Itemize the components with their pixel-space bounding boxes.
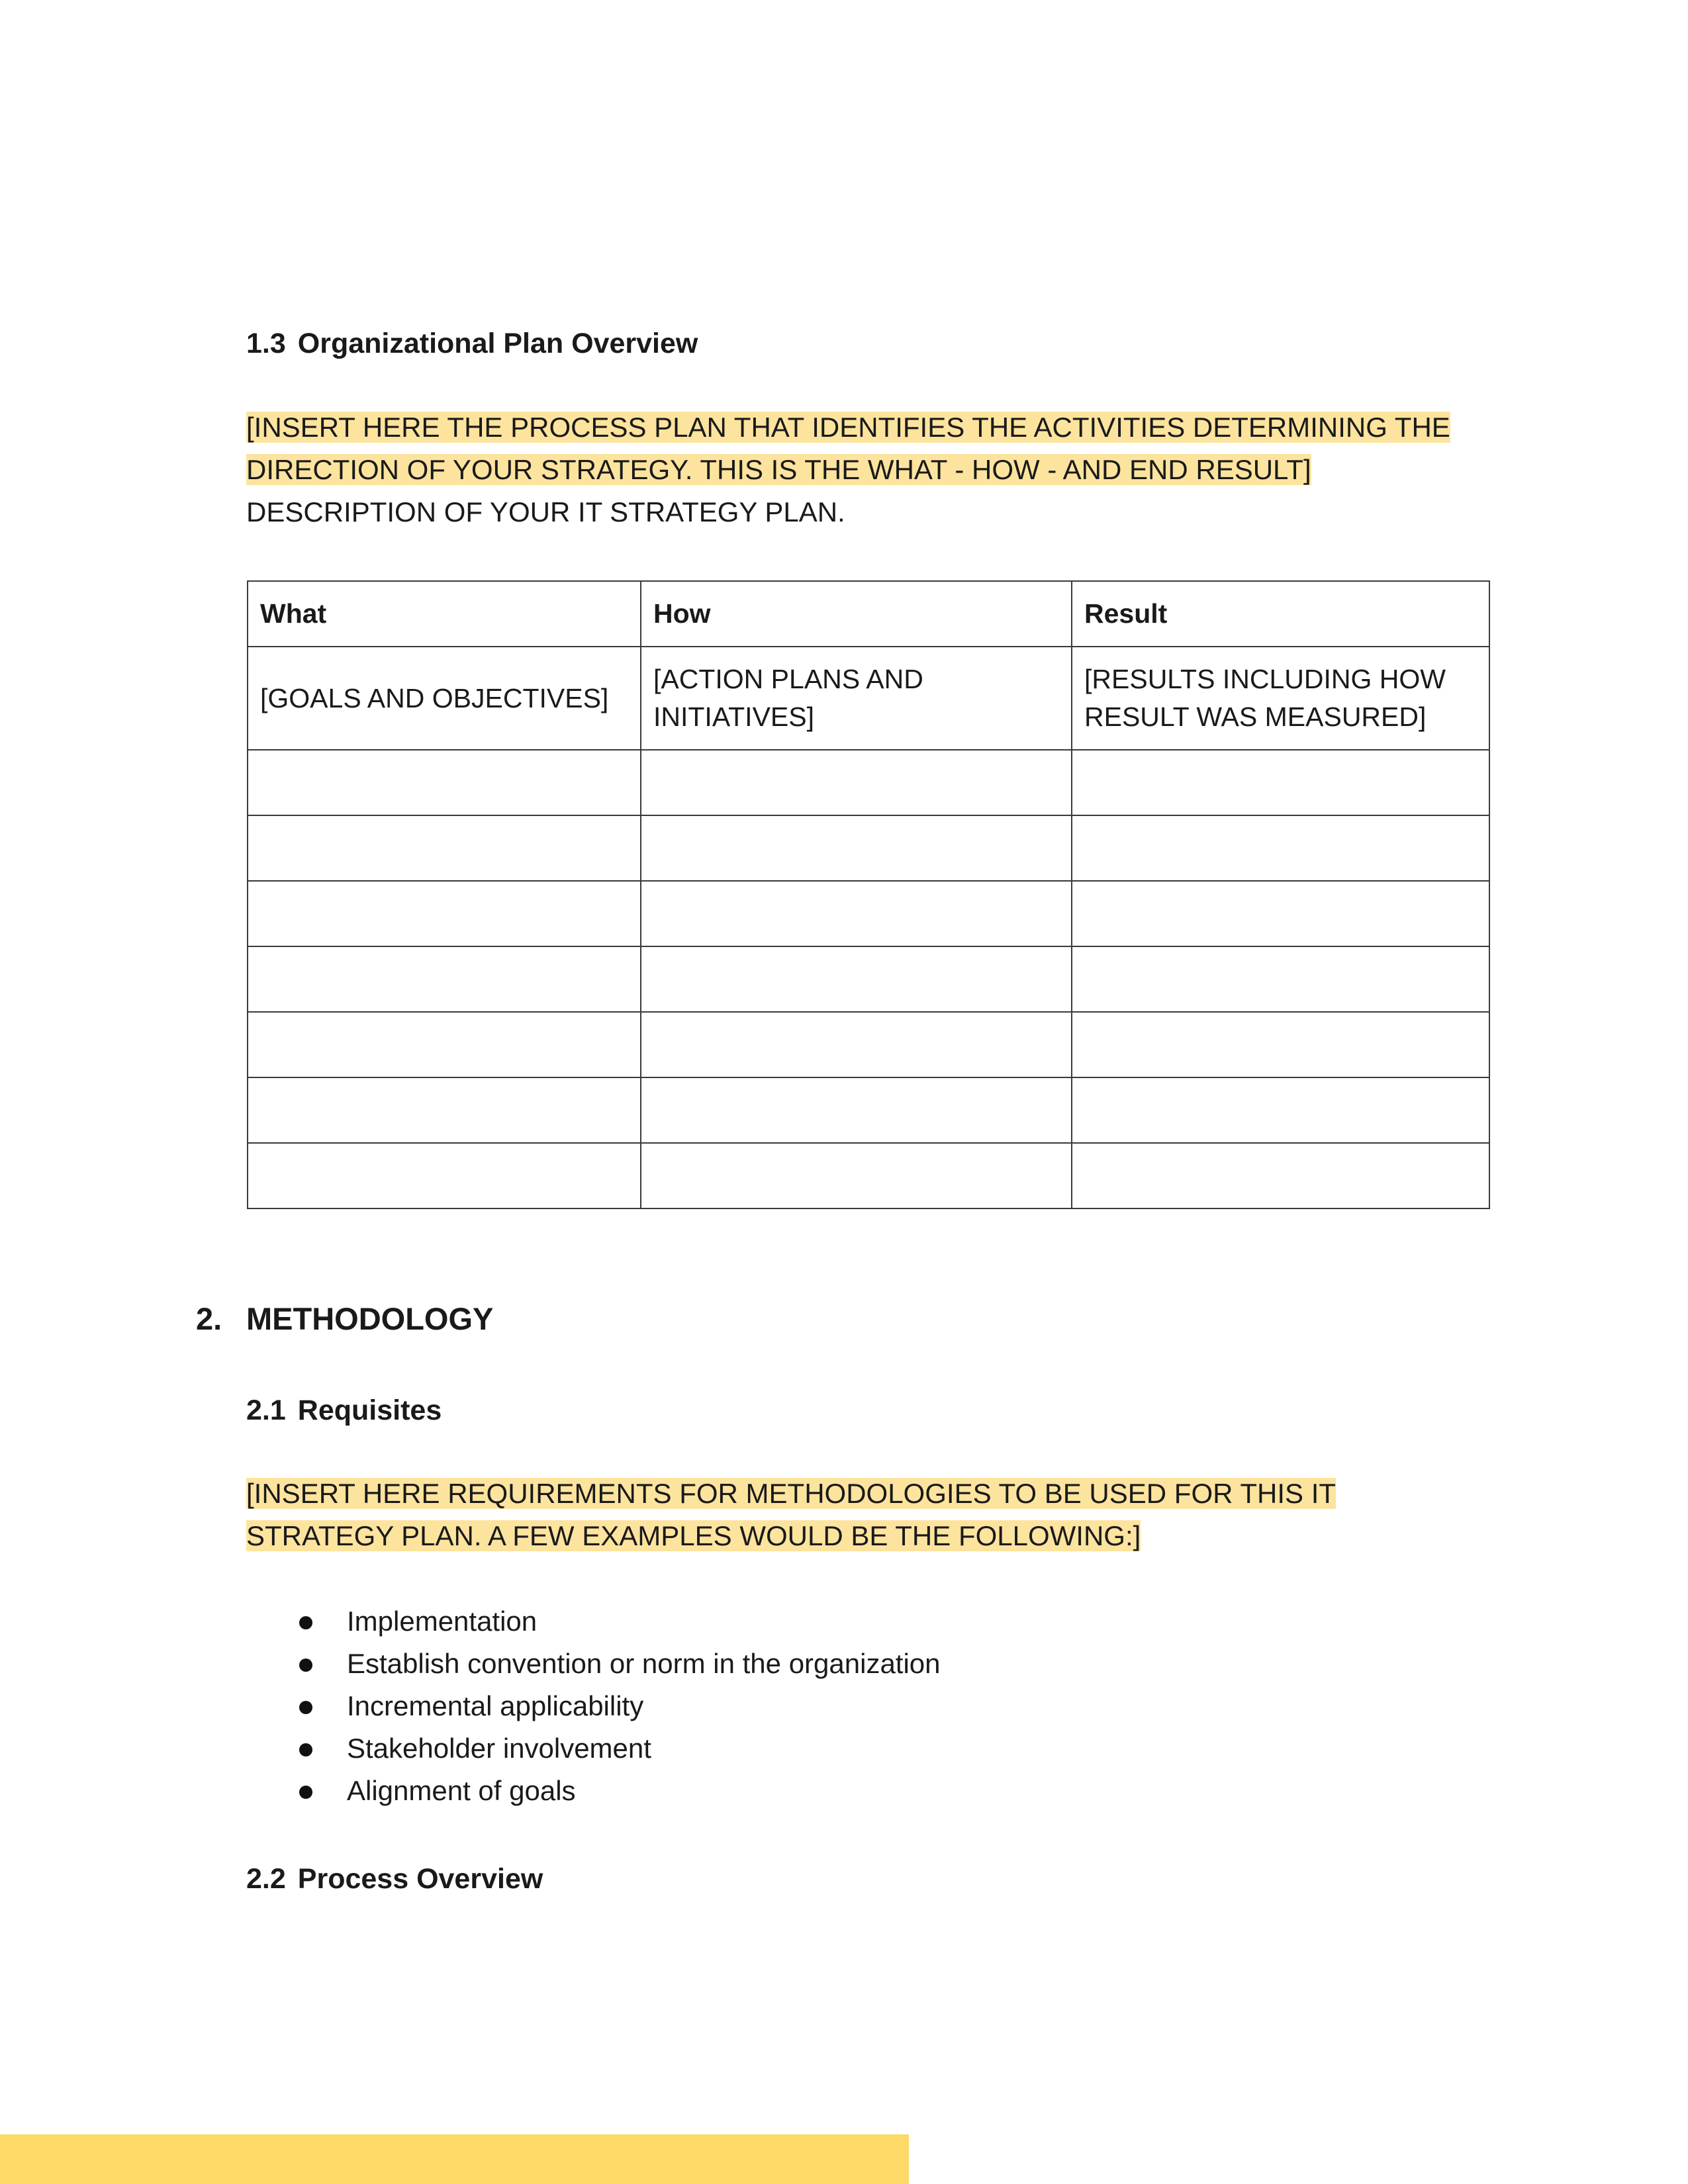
section-1-3-heading [246, 325, 698, 362]
section-1-3-paragraph [246, 406, 1451, 533]
list-item-text: Establish convention or norm in the organization [347, 1648, 941, 1679]
list-item-text: Alignment of goals [347, 1775, 576, 1806]
section-2-1-paragraph [246, 1473, 1451, 1557]
header-what: What [248, 581, 641, 647]
bullet-icon [299, 1786, 312, 1799]
table-cell[interactable] [248, 881, 641, 946]
table-header-row [248, 581, 1489, 647]
table-cell[interactable] [641, 1077, 1072, 1143]
table-cell[interactable] [248, 750, 641, 815]
table-cell[interactable] [641, 1012, 1072, 1077]
paragraph-text: DESCRIPTION OF YOUR IT STRATEGY PLAN. [246, 496, 845, 527]
section-title: METHODOLOGY [246, 1301, 494, 1336]
section-title: Organizational Plan Overview [297, 328, 698, 359]
table-cell[interactable] [248, 1012, 641, 1077]
list-item [291, 1727, 941, 1770]
table-row [248, 1143, 1489, 1208]
table-row [248, 750, 1489, 815]
section-number: 2. [196, 1301, 222, 1336]
table-cell[interactable] [1072, 946, 1489, 1012]
table-row [248, 946, 1489, 1012]
list-item-text: Incremental applicability [347, 1690, 644, 1721]
section-number: 2.1 [246, 1394, 286, 1426]
table-row [248, 647, 1489, 750]
table-row [248, 815, 1489, 881]
table-cell[interactable] [641, 750, 1072, 815]
bullet-icon [299, 1743, 312, 1756]
table-cell[interactable] [1072, 1012, 1489, 1077]
table-cell[interactable] [248, 815, 641, 881]
footer-accent-bar [0, 2134, 909, 2184]
table-cell[interactable] [248, 1143, 641, 1208]
table-cell[interactable] [641, 881, 1072, 946]
table-row [248, 1012, 1489, 1077]
list-item-text: Implementation [347, 1606, 538, 1637]
table-cell[interactable] [641, 815, 1072, 881]
placeholder-highlight-text[interactable]: [INSERT HERE REQUIREMENTS FOR METHODOLOGIES TO BE USED FOR THIS IT STRATEGY PLAN. A FEW EXAMPLES WOULD BE THE FOLLOWING:] [246, 1478, 1336, 1551]
table-row [248, 881, 1489, 946]
list-item-text: Stakeholder involvement [347, 1733, 651, 1764]
plan-table [247, 580, 1490, 1209]
section-title: Requisites [297, 1394, 442, 1426]
table-cell[interactable] [1072, 1077, 1489, 1143]
table-cell[interactable] [1072, 815, 1489, 881]
list-item [291, 1685, 941, 1727]
table-cell[interactable] [248, 946, 641, 1012]
list-item [291, 1643, 941, 1685]
table-cell[interactable] [1072, 1143, 1489, 1208]
list-item [291, 1770, 941, 1812]
bullet-icon [299, 1701, 312, 1714]
section-2-2-heading [246, 1860, 543, 1897]
table-cell[interactable] [248, 1077, 641, 1143]
table-cell[interactable] [1072, 750, 1489, 815]
table-cell[interactable]: [RESULTS INCLUDING HOW RESULT WAS MEASURED] [1072, 647, 1489, 750]
table-row [248, 1077, 1489, 1143]
table-cell[interactable]: [ACTION PLANS AND INITIATIVES] [641, 647, 1072, 750]
table-cell[interactable] [641, 1143, 1072, 1208]
table-cell[interactable] [641, 946, 1072, 1012]
placeholder-highlight-text[interactable]: [INSERT HERE THE PROCESS PLAN THAT IDENTIFIES THE ACTIVITIES DETERMINING THE DIRECTION OF YOUR STRATEGY. THIS IS THE WHAT - HOW - AND END RESULT] [246, 412, 1450, 485]
list-item [291, 1600, 941, 1643]
table-cell[interactable] [1072, 881, 1489, 946]
table-cell[interactable]: [GOALS AND OBJECTIVES] [248, 647, 641, 750]
header-result: Result [1072, 581, 1489, 647]
section-2-1-heading [246, 1392, 442, 1429]
header-how: How [641, 581, 1072, 647]
bullet-icon [299, 1616, 312, 1629]
bullet-icon [299, 1659, 312, 1672]
section-number: 2.2 [246, 1863, 286, 1895]
section-number: 1.3 [246, 328, 286, 359]
requisites-list [291, 1600, 941, 1812]
section-2-heading [196, 1300, 493, 1338]
section-title: Process Overview [297, 1863, 543, 1895]
